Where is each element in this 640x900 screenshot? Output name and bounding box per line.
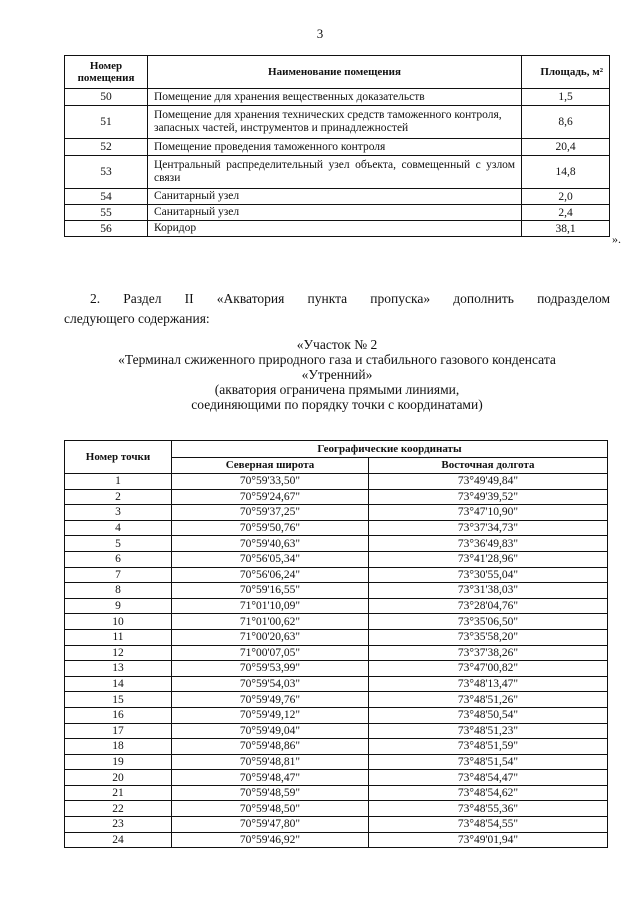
room-number: 52 [65,139,148,156]
latitude-value: 70°59'49,12" [172,707,369,723]
point-number: 4 [65,520,172,536]
heading-line-1: «Участок № 2 [296,337,378,352]
coord-row [65,536,608,552]
point-number: 22 [65,801,172,817]
room-area: 2,0 [522,189,610,205]
longitude-value: 73°36'49,83" [369,536,608,552]
longitude-value: 73°48'51,26" [369,692,608,708]
coord-row [65,785,608,801]
longitude-value: 73°37'38,26" [369,645,608,661]
coord-row [65,614,608,630]
room-number: 50 [65,89,148,106]
latitude-value: 70°56'05,34" [172,551,369,567]
latitude-value: 71°00'20,63" [172,629,369,645]
room-row [65,139,610,156]
coord-row [65,505,608,521]
room-name: Коридор [148,221,522,237]
coord-row [65,817,608,833]
room-name: Помещение для хранения технических средств таможенного контроля, запасных частей, инструментов и принадлежностей [148,106,522,139]
longitude-value: 73°30'55,04" [369,567,608,583]
longitude-value: 73°48'54,55" [369,817,608,833]
heading-line-5: соединяющими по порядку точки с координатами) [191,397,483,412]
room-number: 56 [65,221,148,237]
paragraph-line-1: 2. Раздел II «Акватория пункта пропуска» дополнить подразделом [90,291,610,306]
room-name-header: Наименование помещения [148,56,522,89]
point-number: 2 [65,489,172,505]
section-heading [64,337,610,412]
latitude-value: 70°59'48,81" [172,754,369,770]
room-name: Помещение для хранения вещественных доказательств [148,89,522,106]
point-number: 14 [65,676,172,692]
longitude-value: 73°48'55,36" [369,801,608,817]
room-name: Санитарный узел [148,205,522,221]
room-name: Центральный распределительный узел объекта, совмещенный с узлом связи [148,156,522,189]
coord-row [65,629,608,645]
coord-row [65,832,608,848]
heading-line-3: «Утренний» [301,367,373,382]
latitude-value: 70°59'48,86" [172,739,369,755]
longitude-value: 73°28'04,76" [369,598,608,614]
longitude-value: 73°48'51,59" [369,739,608,755]
point-number: 8 [65,583,172,599]
latitude-value: 70°59'48,47" [172,770,369,786]
room-row [65,221,610,237]
room-area: 8,6 [522,106,610,139]
point-number: 23 [65,817,172,833]
heading-line-2: «Терминал сжиженного природного газа и стабильного газового конденсата [118,352,556,367]
latitude-value: 70°59'49,76" [172,692,369,708]
amendment-paragraph [64,289,610,329]
latitude-value: 71°00'07,05" [172,645,369,661]
coord-row [65,583,608,599]
room-number: 54 [65,189,148,205]
coord-row [65,520,608,536]
room-row [65,205,610,221]
point-number: 7 [65,567,172,583]
room-number: 55 [65,205,148,221]
coordinates-table [64,440,608,848]
latitude-value: 70°59'47,80" [172,817,369,833]
coord-row [65,645,608,661]
room-number-header: Номер помещения [65,56,148,89]
room-number: 51 [65,106,148,139]
point-number: 13 [65,661,172,677]
point-number: 10 [65,614,172,630]
latitude-header: Северная широта [172,458,369,474]
latitude-value: 70°59'40,63" [172,536,369,552]
room-row [65,106,610,139]
latitude-value: 70°59'50,76" [172,520,369,536]
rooms-header-row [65,56,610,89]
coord-row [65,754,608,770]
coord-row [65,676,608,692]
point-number: 6 [65,551,172,567]
latitude-value: 70°59'48,50" [172,801,369,817]
latitude-value: 70°56'06,24" [172,567,369,583]
coord-row [65,551,608,567]
longitude-header: Восточная долгота [369,458,608,474]
longitude-value: 73°48'51,23" [369,723,608,739]
coord-row [65,801,608,817]
room-number: 53 [65,156,148,189]
longitude-value: 73°37'34,73" [369,520,608,536]
latitude-value: 70°59'49,04" [172,723,369,739]
point-number: 1 [65,474,172,490]
room-name: Помещение проведения таможенного контроля [148,139,522,156]
latitude-value: 70°59'37,25" [172,505,369,521]
latitude-value: 71°01'00,62" [172,614,369,630]
latitude-value: 70°59'33,50" [172,474,369,490]
closing-quote: ». [612,232,621,246]
longitude-value: 73°48'50,54" [369,707,608,723]
heading-line-4: (акватория ограничена прямыми линиями, [214,382,460,397]
room-area: 38,1 [522,221,610,237]
coord-row [65,707,608,723]
longitude-value: 73°47'00,82" [369,661,608,677]
point-number: 15 [65,692,172,708]
point-number: 9 [65,598,172,614]
point-number-header: Номер точки [65,441,172,474]
point-number: 19 [65,754,172,770]
room-row [65,89,610,106]
room-row [65,156,610,189]
latitude-value: 70°59'53,99" [172,661,369,677]
coord-row [65,661,608,677]
room-area-header: Площадь, м² [522,56,610,89]
room-area: 1,5 [522,89,610,106]
coord-row [65,692,608,708]
room-area: 2,4 [522,205,610,221]
geo-coords-header: Географические координаты [172,441,608,458]
longitude-value: 73°35'06,50" [369,614,608,630]
latitude-value: 70°59'48,59" [172,785,369,801]
coord-row [65,723,608,739]
point-number: 24 [65,832,172,848]
room-area: 14,8 [522,156,610,189]
point-number: 5 [65,536,172,552]
point-number: 20 [65,770,172,786]
longitude-value: 73°31'38,03" [369,583,608,599]
point-number: 11 [65,629,172,645]
point-number: 16 [65,707,172,723]
latitude-value: 70°59'16,55" [172,583,369,599]
longitude-value: 73°48'13,47" [369,676,608,692]
longitude-value: 73°48'51,54" [369,754,608,770]
paragraph-line-2: следующего содержания: [64,311,210,326]
longitude-value: 73°49'49,84" [369,474,608,490]
longitude-value: 73°49'39,52" [369,489,608,505]
coord-row [65,598,608,614]
coord-row [65,567,608,583]
latitude-value: 70°59'24,67" [172,489,369,505]
room-row [65,189,610,205]
latitude-value: 71°01'10,09" [172,598,369,614]
point-number: 12 [65,645,172,661]
longitude-value: 73°35'58,20" [369,629,608,645]
longitude-value: 73°49'01,94" [369,832,608,848]
latitude-value: 70°59'54,03" [172,676,369,692]
point-number: 3 [65,505,172,521]
coord-row [65,474,608,490]
coords-header-row-1 [65,441,608,458]
point-number: 18 [65,739,172,755]
coord-row [65,489,608,505]
page-number: 3 [316,26,324,41]
longitude-value: 73°48'54,47" [369,770,608,786]
rooms-table [64,55,610,237]
room-area: 20,4 [522,139,610,156]
longitude-value: 73°48'54,62" [369,785,608,801]
point-number: 21 [65,785,172,801]
coord-row [65,739,608,755]
point-number: 17 [65,723,172,739]
coord-row [65,770,608,786]
longitude-value: 73°41'28,96" [369,551,608,567]
room-name: Санитарный узел [148,189,522,205]
longitude-value: 73°47'10,90" [369,505,608,521]
latitude-value: 70°59'46,92" [172,832,369,848]
